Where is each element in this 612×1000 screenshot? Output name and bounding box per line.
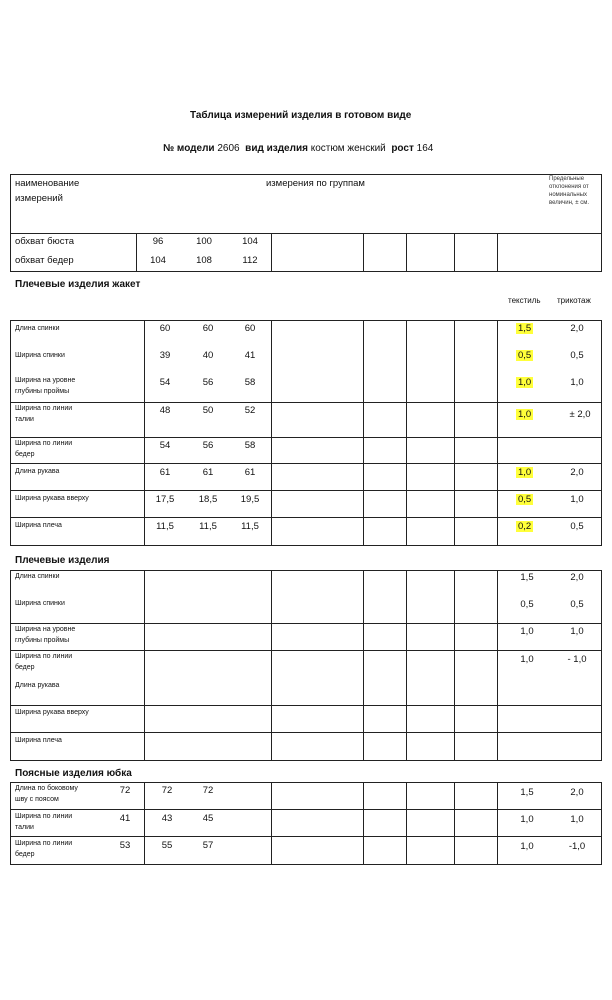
rule (271, 782, 272, 864)
size3-value: 41 (244, 350, 256, 361)
size1-value: 48 (159, 405, 171, 416)
knit-tolerance: 1,0 (570, 626, 584, 637)
row-name-line2: шву с поясом (15, 796, 59, 803)
tolerance-note-line2: отклонения от (549, 184, 589, 190)
row-name-line1: Длина по боковому (15, 785, 78, 792)
size1-value: 54 (159, 440, 171, 451)
size1-value: 72 (119, 785, 131, 796)
rule (10, 809, 602, 810)
textile-tolerance-value: 1,5 (518, 323, 532, 334)
rule (406, 782, 407, 864)
knit-tolerance: -1,0 (568, 841, 586, 852)
rule (363, 570, 364, 760)
rule (136, 233, 137, 271)
row-name: Ширина плеча (15, 522, 62, 529)
textile-tolerance-value: 1,0 (518, 409, 532, 420)
rule (10, 437, 602, 438)
header-name-col-line2: измерений (15, 193, 63, 204)
rule (454, 233, 455, 271)
textile-tolerance (516, 521, 533, 532)
model-value: 2606 (217, 143, 240, 154)
row-name-line1: Ширина по линии (15, 653, 73, 660)
size3-value: 52 (244, 405, 256, 416)
textile-tolerance: 1,0 (520, 814, 534, 825)
rule (10, 570, 602, 571)
textile-tolerance: 1,0 (520, 626, 534, 637)
textile-tolerance (516, 467, 533, 478)
header-groups-col: измерения по группам (266, 178, 365, 189)
textile-tolerance (516, 494, 533, 505)
row-name-line2: глубины проймы (15, 388, 70, 395)
size1-value: 11,5 (156, 521, 174, 532)
rule (363, 233, 364, 271)
size3-value: 61 (244, 467, 256, 478)
row-name: Ширина спинки (15, 352, 65, 359)
rule (10, 320, 11, 545)
rule (10, 463, 602, 464)
textile-tolerance: 1,5 (520, 787, 534, 798)
row-name-line2: бедер (15, 851, 35, 858)
rule (271, 320, 272, 545)
rule (601, 320, 602, 545)
rule (601, 174, 602, 271)
size2-value: 43 (161, 813, 173, 824)
tolerance-note-line1: Предельные (549, 176, 585, 182)
size2-value: 56 (202, 440, 214, 451)
col-knit: трикотаж (557, 296, 591, 305)
textile-tolerance: 1,5 (520, 572, 534, 583)
size1-value: 54 (159, 377, 171, 388)
knit-tolerance: 0,5 (570, 521, 584, 532)
rule (10, 864, 602, 865)
row-name-line2: бедер (15, 451, 35, 458)
rule (10, 174, 602, 175)
row-name-line1: Ширина по линии (15, 440, 73, 447)
rule (271, 570, 272, 760)
height-label: рост (391, 143, 414, 154)
textile-tolerance-value: 1,0 (518, 467, 532, 478)
knit-tolerance: ± 2,0 (569, 409, 591, 420)
rule (601, 782, 602, 864)
size1-value: 17,5 (155, 494, 175, 505)
knit-tolerance: 1,0 (570, 377, 584, 388)
size3-value: 104 (242, 236, 258, 247)
row-name: Ширина плеча (15, 737, 62, 744)
size1-value: 53 (119, 840, 131, 851)
size1-value: 96 (152, 236, 164, 247)
size1-value: 60 (159, 323, 171, 334)
rule (10, 490, 602, 491)
row-name: Ширина спинки (15, 600, 65, 607)
textile-tolerance: 1,0 (520, 841, 534, 852)
textile-tolerance-value: 1,0 (518, 377, 532, 388)
rule (10, 782, 602, 783)
size2-value: 40 (202, 350, 214, 361)
rule (363, 782, 364, 864)
rule (271, 233, 272, 271)
textile-tolerance-value: 0,2 (518, 521, 532, 532)
rule (10, 782, 11, 864)
size1-value: 39 (159, 350, 171, 361)
row-name: Ширина рукава вверху (15, 709, 89, 716)
rule (10, 760, 602, 761)
textile-tolerance (516, 377, 533, 388)
row-name: обхват бюста (15, 236, 75, 247)
textile-tolerance-value: 0,5 (518, 494, 532, 505)
size3-value: 19,5 (240, 494, 260, 505)
rule (497, 233, 498, 271)
rule (10, 320, 602, 321)
row-name-line2: глубины проймы (15, 637, 70, 644)
size2-value: 61 (202, 467, 214, 478)
size2-value: 56 (202, 377, 214, 388)
tolerance-note-line3: номинальных (549, 192, 588, 198)
rule (406, 320, 407, 545)
rule (454, 782, 455, 864)
header-name-col-line1: наименование (15, 178, 80, 189)
textile-tolerance (516, 409, 533, 420)
tolerance-note-line4: величин, ± см. (549, 200, 589, 206)
rule (10, 402, 602, 403)
rule (10, 517, 602, 518)
knit-tolerance: 0,5 (570, 350, 584, 361)
section-shoulder-title: Плечевые изделия (15, 555, 110, 566)
size2-value: 55 (161, 840, 173, 851)
rule (10, 233, 602, 234)
size2-value: 108 (196, 255, 212, 266)
section-jacket-title: Плечевые изделия жакет (15, 279, 141, 290)
size3-value: 60 (244, 323, 256, 334)
model-info-line (163, 143, 433, 154)
rule (497, 782, 498, 864)
size3-value: 58 (244, 377, 256, 388)
knit-tolerance: 2,0 (570, 787, 584, 798)
row-name-line1: Ширина на уровне (15, 377, 76, 384)
textile-tolerance: 1,0 (520, 654, 534, 665)
knit-tolerance: 0,5 (570, 599, 584, 610)
row-name-line1: Ширина по линии (15, 405, 73, 412)
size3-value: 11,5 (241, 521, 259, 532)
size2-value: 72 (161, 785, 173, 796)
size3-value: 72 (202, 785, 214, 796)
rule (363, 320, 364, 545)
row-name-line1: Ширина на уровне (15, 626, 76, 633)
rule (406, 233, 407, 271)
row-name: обхват бедер (15, 255, 74, 266)
rule (10, 732, 602, 733)
rule (144, 782, 145, 864)
rule (10, 623, 602, 624)
size1-value: 41 (119, 813, 131, 824)
knit-tolerance: 2,0 (570, 572, 584, 583)
section-skirt-title: Поясные изделия юбка (15, 768, 132, 779)
textile-tolerance-value: 0,5 (518, 350, 532, 361)
knit-tolerance: 2,0 (570, 323, 584, 334)
knit-tolerance: 1,0 (570, 814, 584, 825)
row-name-line2: талии (15, 824, 34, 831)
size3-value: 45 (202, 813, 214, 824)
model-label: № модели (163, 143, 215, 154)
row-name-line2: бедер (15, 664, 35, 671)
knit-tolerance: 1,0 (570, 494, 584, 505)
rule (144, 570, 145, 760)
size3-value: 57 (202, 840, 214, 851)
rule (10, 174, 11, 271)
textile-tolerance: 0,5 (520, 599, 534, 610)
rule (10, 271, 602, 272)
tolerance-note (549, 175, 589, 207)
col-textile: текстиль (508, 296, 541, 305)
size3-value: 58 (244, 440, 256, 451)
height-value: 164 (416, 143, 434, 154)
knit-tolerance: 2,0 (570, 467, 584, 478)
row-name: Длина спинки (15, 325, 60, 332)
size2-value: 11,5 (199, 521, 217, 532)
row-name-line1: Ширина по линии (15, 840, 73, 847)
type-label: вид изделия (245, 143, 308, 154)
rule (497, 320, 498, 545)
rule (10, 545, 602, 546)
rule (454, 320, 455, 545)
row-name-line3: Длина рукава (15, 682, 60, 689)
type-value: костюм женский (310, 143, 386, 154)
size2-value: 60 (202, 323, 214, 334)
row-name: Длина спинки (15, 573, 60, 580)
rule (406, 570, 407, 760)
rule (10, 570, 11, 760)
rule (10, 836, 602, 837)
size2-value: 50 (202, 405, 214, 416)
size1-value: 104 (150, 255, 166, 266)
rule (454, 570, 455, 760)
row-name: Длина рукава (15, 468, 60, 475)
row-name-line1: Ширина по линии (15, 813, 73, 820)
rule (497, 570, 498, 760)
document-title: Таблица измерений изделия в готовом виде (190, 110, 412, 121)
textile-tolerance (516, 323, 533, 334)
size2-value: 18,5 (198, 494, 218, 505)
rule (144, 320, 145, 545)
rule (601, 570, 602, 760)
row-name: Ширина рукава вверху (15, 495, 89, 502)
knit-tolerance: - 1,0 (567, 654, 587, 665)
size2-value: 100 (196, 236, 212, 247)
rule (10, 650, 602, 651)
size3-value: 112 (242, 255, 258, 266)
rule (10, 705, 602, 706)
textile-tolerance (516, 350, 533, 361)
size1-value: 61 (159, 467, 171, 478)
row-name-line2: талии (15, 416, 34, 423)
